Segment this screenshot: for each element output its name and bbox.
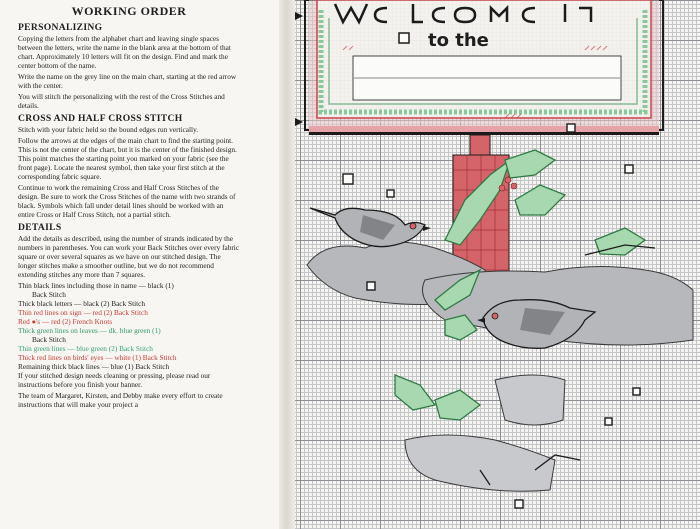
instructions-column — [18, 4, 240, 411]
details-list — [18, 281, 240, 371]
details-item: Remaining thick black lines — blue (1) Back Stitch — [18, 362, 170, 371]
details-item: Thick red lines on birds' eyes — white (1) Back Stitch — [18, 353, 177, 362]
cross-stitch-heading: CROSS AND HALF CROSS STITCH — [18, 113, 183, 124]
details-item: Thick black letters — black (2) Back Stitch — [18, 299, 146, 308]
details-item: Back Stitch — [32, 335, 66, 344]
cross-stitch-paragraph-3: Continue to work the remaining Cross and Half Cross Stitches of the design. Be sure to work the Cross Stitches of the name with two strands of black. Symbols which fall under detail lines should be worked with an entire Cross or Half Cross Stitch, not a partial stitch. — [18, 183, 236, 219]
snow-drifts — [307, 242, 693, 491]
details-item: Thin green lines — blue green (2) Back Stitch — [18, 344, 153, 353]
details-heading: DETAILS — [18, 222, 62, 233]
personalizing-paragraph-3: You will stitch the personalizing with the rest of the Cross Stitches and details. — [18, 92, 225, 110]
bird-left — [310, 208, 431, 247]
edge-arrow-middle — [295, 118, 303, 126]
details-item: Back Stitch — [32, 290, 66, 299]
details-paragraph-1: Add the details as described, using the number of strands indicated by the numbers in parentheses. You can work your Back Stitches over every fabric square or over several squares as we have on our stitched design. The longer stitches make a smoother outline, but we do not recommend extending stitches any more than 7 squares. — [18, 234, 240, 279]
cross-stitch-paragraph-1: Stitch with your fabric held so the bound edges run vertically. — [18, 125, 199, 134]
working-order-title: WORKING ORDER — [71, 4, 187, 18]
personalizing-heading: PERSONALIZING — [18, 22, 103, 33]
binding-gutter — [279, 0, 295, 529]
sign-text: to the — [428, 30, 489, 51]
details-item: Thick green lines on leaves — dk. blue green (1) — [18, 326, 161, 335]
instructions-panel — [0, 0, 286, 529]
details-item: Thin red lines on sign — red (2) Back Stitch — [18, 308, 148, 317]
details-item: Red ●'s — red (2) French Knots — [18, 317, 113, 326]
closing-paragraph-2: The team of Margaret, Kirsten, and Debby make every effort to create instructions that will make your project a — [18, 391, 223, 409]
details-item: Thin black lines including those in name — black (1) — [18, 281, 174, 290]
chart-drawing — [295, 0, 700, 529]
sign-frame — [305, 0, 663, 135]
closing-paragraph-1: If your stitched design needs cleaning or pressing, please read our instructions before you finish your banner. — [18, 371, 211, 389]
personalizing-paragraph-1: Copying the letters from the alphabet chart and leaving single spaces between the letters, write the name in the blank area at the bottom of that chart. Approximately 10 letters will fit on the design. Find and mark the center bottom of the name. — [18, 34, 231, 70]
edge-arrow-top — [295, 12, 303, 20]
personalizing-paragraph-2: Write the name on the grey line on the main chart, starting at the red arrow with the center. — [18, 72, 237, 90]
cross-stitch-chart — [295, 0, 700, 529]
cross-stitch-paragraph-2: Follow the arrows at the edges of the main chart to find the starting point. This is not the center of the chart, but it is the center of the finished design. This point matches the starting point you marked on your fabric (see the front page). Locate the nearest symbol, then take your first stitch at the corresponding fabric square. — [18, 136, 237, 181]
